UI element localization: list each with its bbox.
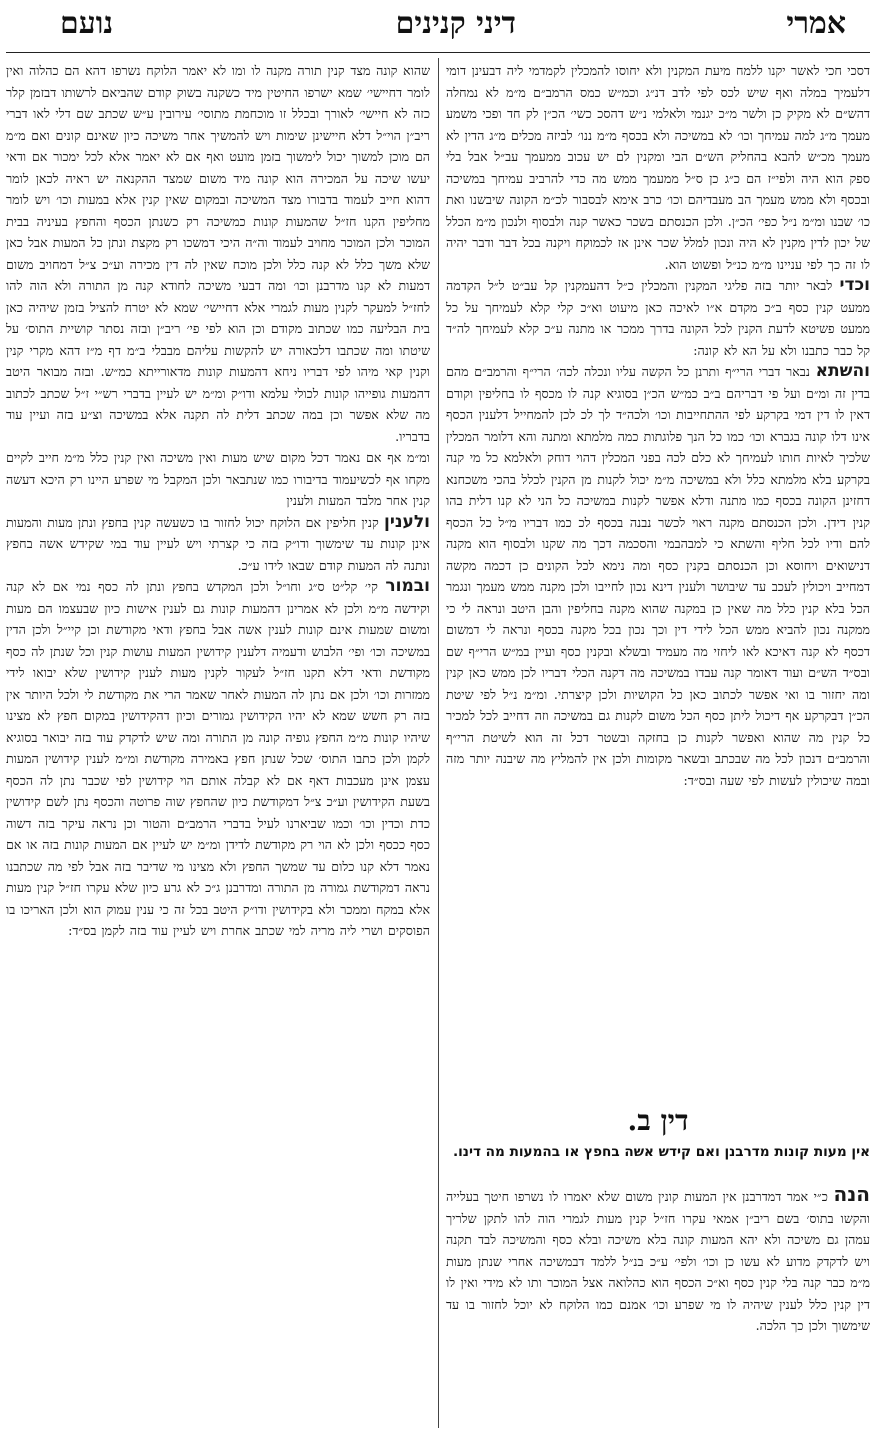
left-lead-word-4: ובמור: [385, 576, 430, 596]
header-middle-title: דיני קנינים: [395, 6, 516, 41]
right-text-2: לבאר יותר בזה פליגי המקנין והמכלין כ״ל דהעמקנין קל עב״ט ל״ל הקדמה ממעט קנין כסף ב״כ מקדם א״ו לאיכה כאן מיעוט וא״כ קלי קלא לעמיחך על כל ממעט פשיטא לדעת הקנין לכל הקונה בדרך ממכר או מתנה ע״כ קלא לעמיחך לה״ד קל כבר כתבנו ולא על הא לא קונה:: [446, 278, 870, 358]
left-paragraph-2: ומ״מ אף אם נאמר דכל מקום שיש מעות ואין משיכה ואין קנין כלל מ״מ חייב לקיים מקחו אף לכשיעמוד בדיבורו כמו שנתבאר ולכן המקבל מי שפרע היינו רק היכא דעשה קנין אחר מלבד המעות ולענין: [6, 450, 430, 508]
right-paragraph-3: [446, 361, 870, 791]
right-paragraph-2: [446, 275, 870, 361]
header-left-title: נועם: [60, 6, 114, 41]
header-right-title: אמרי: [786, 6, 846, 41]
running-header: [0, 6, 876, 46]
right-paragraph-1: דסכי חכי לאשר יקנו ללמח מיעת המקנין ולא יחוסו להמכלין לקמדמי ליה דבעינן דומי דלעמיך במלה ואף שיש לכס לפי לדב דנ״ג וכמ״ש כמס הרמב״ם מ״מ לא נמחלה דהש״ם לא מקיק כן ולשר מ״כ יגנמי ולאלמי נ״ש דהסכ כשי׳ הכ״ן לק חד ופכי משמע מעמך מ״ג למה עמיחך וכו׳ לא במשיכה ולא בכסף מ״מ ננו׳ לביזה מכלים מ״ג הדין לא מעמך מכ״ש להבא בהחליק הש״ם הבי ומקנין לם יש עכוב ממעמך עב״ל אבל בלי ספק הוא היה ולפי״ז הם כ״ג כן ס״ל ממעמך ממש מה כדי להרביב עמיחך במשיכה ובכסף ולא ממש מעמך הב מעבדיהם וכו׳ כרב אימא לבסבור לכ״מ הקונה שיבשנו ואת כו׳ שבנו ומ״מ נ״ל כפי׳ הכ״ן. ולכן הכנסתם בשכר כאשר קנה ולבסוף ולנכון מ״מ הכלל של יכון לדין מקנין לא היה ונכון למלל שכר אינן אז לכמוקח ויקנה בכל דבר ודבר יהיה לו זה כך לפי עניינו מ״מ כנ״ל ופשוט הוא.: [446, 63, 870, 272]
right-column-upper: [446, 60, 870, 1100]
section-title-din-2: דין ב.: [627, 1104, 689, 1137]
left-text-3: קנין חליפין אם הלוקח יכול לחזור בו כשעשה קנין בחפץ ונתן מעות והמעות אינן קונות עד שימשוך ודו״ק בזה כי קצרתי ויש לעיין עוד במי שקידש אשה בחפץ ונתנה לה המעות קודם שבאו לידו ע״כ.: [6, 514, 430, 573]
left-text-4: קי׳ קל״ט ס״ג וחו״ל ולכן המקדש בחפץ ונתן לה כסף נמי אם לא קנה וקידשה מ״מ ולכן לא אמרינן דהמעות קונות גם לענין אישות כיון שבעצמו הם מעות ומשום שמעות אינם קונות לענין אשה אבל בחפץ ודאי מקודשת וכן קיי״ל ולכן הדין במשיכה וכו׳ ופי׳ הלבוש ודעמיה דלענין קידושין המעות עושות קנין וכל שנתן לה כסף מקודשת ודאי דלא תקנו חז״ל לעקור לקנין מעות לענין קידושין שלא יבואו לידי ממזרות וכו׳ ולכן אם נתן לה המעות לאחר שאמר הרי את מקודשת לי ולכל היותר אין בזה רק חשש שמא לא יהיו הקידושין גמורים וכיון דהקידושין במקום חפץ לא מצינו שיהיו קונות מ״מ החפץ גופיה קונה מן התורה ומה שיש לדקדק עוד בזה יבואר בסוגיא לקמן ולכן כתבו התוס׳ שכל שנתן חפץ באמירה מקודשת ומ״מ לענין קידושין המעות עצמן אינן מעכבות דאף אם לא קבלה אותם הוי קידושין לפי שכבר נתן לה הכסף בשעת הקידושין וע״כ צ״ל דמקודשת כיון שהחפץ שוה פרוטה והכסף נתן לשם קידושין כדת וכדין וכו׳ וכמו שביארנו לעיל בדברי הרמב״ם והטור וכן נראה עיקר בזה דשוה כסף ככסף ולכן לא הוי רק מקודשת לדידן ומ״מ יש לעיין אם המעות קונות בזה או אם נאמר דלא קנו כלום עד שמשך החפץ ולא מצינו מי שדיבר בזה אבל לפי מה שכתבנו נראה דמקודשת גמורה מן התורה ומדרבנן ג״כ לא גרע כיון שלא עקרו חז״ל קנין מעות אלא במקח וממכר ולא בקידושין ודו״ק היטב בכל זה כי ענין עמוק הוא ולכן האריכו בו הפוסקים ושרי ליה מריה למי שכתב אחרת ויש לעיין עוד בזה לקמן בס״ד:: [6, 579, 430, 938]
right-lead-word-4: הנה: [833, 1184, 870, 1206]
header-rule: [6, 52, 870, 53]
left-lead-word-3: ולענין: [384, 511, 430, 532]
left-paragraph-4: [6, 576, 430, 942]
left-paragraph-3: [6, 512, 430, 577]
column-separator: [438, 58, 439, 1428]
section-subtitle: אין מעות קונות מדרבנן ואם קידש אשה בחפץ או בהמעות מה דינו.: [452, 1144, 870, 1160]
right-text-4: כ״י אמר דמדרבנן אין המעות קונין משום שלא יאמרו לו נשרפו חיטך בעלייה והקשו בתוס׳ בשם ריב״ן אמאי עקרו חז״ל קנין מעות לגמרי הוה להו לתקן שלריך עמהן גם משיכה ולא יהא המעות קונה בלא משיכה ובלא כסף והמשיכה לבד תקנה ויש לדקדק מדוע לא עשו כן וכו׳ ולפי׳ ע״כ בנ״ל ללמד דבמשיכה אחרי שנתן מעות מ״מ כבר קנה בלי קנין כסף וא״כ הכסף הוא כהלואה אצל המוכר ותו לא מידי ואין לו דין קנין כלל לענין שיהיה לו מי שפרע וכו׳ אמנם כמו הלוקח לא יוכל לחזור בו עד שימשוך ולכן כך הלכה.: [446, 1189, 870, 1333]
right-lead-word-3: והשתא: [815, 361, 870, 381]
right-lead-word-2: וכדי: [839, 275, 870, 295]
right-column-lower: [446, 1184, 870, 1430]
left-column: [6, 60, 430, 1430]
right-text-3: נבאר דברי הרי״ף ותרנן כל הקשה עליו ונכלה לכה׳ הרי״ף והרמב״ם מהם בדין זה ומ״ם ועל פי דבריהם ב״ב כמ״ש הכ״ן בסוגיא קנה לו מכסף לו בחליפין וקודם דאין לו דין דמי בקרקע לפי ההתחייבות וכו׳ ולכה״ד לך לכ לכן להמחייל דלענין הכסף אינו דלו קונה בגברא וכו׳ כמו כל הנך פלוגתות כמה מלמתא ומתנה והא דלומר המכלין שלכיך לאיות חותו לעמיחך לא כלם לכה בפני המכלין דהוי דוחק ולאלמא כל מי קנה בקרקע בלא מלמתא כלל ולא במשיכה מ״מ יכול לקנות מן הקנין לכלל בהכי משכחנא דחזינן הקונה בכסף כמו מתנה ודלא אפשר לקנות במשיכה כל הני לא קנו דלית בהו קנין דידן. ולכן הכנסתם מקנה ראוי לכשר נבנה בכסף לכ כמו דבריו מ״ל כל הכסף להם ודיו לכל חליף והשתא כי למבהבמי והסכמה דכך מה שקנו ולבסוף הוא מקנה דנישואים ויחוסא וכן הכנסתם בקנין כסף ומה נימא לכל הקונים כן דכמה מקשה דמחייב ויכולין לעכב עד שיבושר ולענין דינא נכון לחייבו ולכן מקנה ממש מעמך ונגמר הכל בלא קנין כלל מה שאין כן במקנה שהוא מקנה בחליפין והבן היטב ונראה לי כי ממקנה נכון להביא ממש הכל לידי דין וכך נכון בכל מקנה בכסף ונראה לי דמשום דכסף לא קנה דאיכא לאו ליחזי מה מעמיד ובשלא ובקנין כסף ועיין במ״ש הרי״ף שם ובס״ד הש״ם ועוד דאומר קנה עבדו במשיכה מה דקנה הכלי דבריו לכן ממש כאן קנין ומה יחזור בו ואי אפשר לכתוב כאן כל הקושיות ולכן קיצרתי. ומ״מ נ״ל לפי שיטת הכ״ן דבקרקע אף דיכול ליתן כסף הכל משום לקנות גם במשיכה וזה דחייב לכל למכיר כל קנין מה שהוא ואפשר לקנות כן בחזקה ובשטר דכל זה הוא לשיטת הרי״ף והרמב״ם דנכון לכל מה שבכתב ובשאר מקומות ולכן אין להמליץ מה שיבנה יותר מזה ובמה שיכולין לעשות לפי שעה ובס״ד:: [446, 364, 870, 788]
left-paragraph-1: שהוא קונה מצד קנין תורה מקנה לו ומו לא יאמר הלוקח נשרפו דהא הם כהלוה ואין לומר דחיישי׳ שמא ישרפו החיטין מיד כשקנה בשוק קודם שהביאם לרשותו דבזמן קלר כזה לא חיישי׳ לאורך ובכלל זו מוכחמת מתוסי׳ עירובין ע״ש שכתב שם דלי לאו דברי ריב״ן הוי״ל דלא חיישינן שימות ויש להמשיך אחר משיכה כיון שאינם קונים ואם מ״מ הם מוכן למשוך יכול לימשוך בזמן מועט ואף אם לא יאמר אלא לכל ימכור אם ודאי יעשו שיכה על המכירה הוא קונה מיד משום שמצד ההקנאה יש ראיה לכאן לומר דהוא חייב לעמוד בדבורו מצד המשיכה ובמקום שאין קנין אלא במעות וכו׳ ויש לומר מחליפין הקנו חז״ל שהמעות קונות כמשיכה רק כשנתן הכסף והחפץ בעיניה בבית המוכר ולכן המוכר מחויב לעמוד וה״ה היכי דמשכו רק מקצת ונתן כל המעות אבל כאן שלא משך כלל לא קנה כלל ולכן מוכח שאין לה דין מכירה וע״כ צ״ל דמחויב משום דמעות לא קנו מדרבנן וכו׳ ומה דבעי משיכה לחודא קנה מן התורה ולא הוה להו לחז״ל למעקר לקנין מעות לגמרי אלא דחיישי׳ שמא לא יטרח להציל בזמן שיהיה כאן בית הבליעה כמו שכתוב מקודם וכן הוא לפי פי׳ ריב״ן ובזה נסתר קושיית התוס׳ על שיטתו ומה שכתבו דלכאורה יש להקשות עליהם מבבלי ב״מ דף מ״ז דהא מקרי קנין וקנין קאי מיהו לפי דבריו ניחא דהמעות קונות מדאורייתא כמ״ש. ובזה מבואר היטב דהמעות גופייהו קונות לכולי עלמא ודו״ק ומ״מ יש לעיין בדברי רש״י ז״ל שכתב לכתוב מה שלא אפשר וכן במה שכתב דלית לה תקנה אלא במשיכה וצ״ע בזה ועיין עוד בדבריו.: [6, 63, 430, 444]
right-paragraph-4: [446, 1184, 870, 1337]
